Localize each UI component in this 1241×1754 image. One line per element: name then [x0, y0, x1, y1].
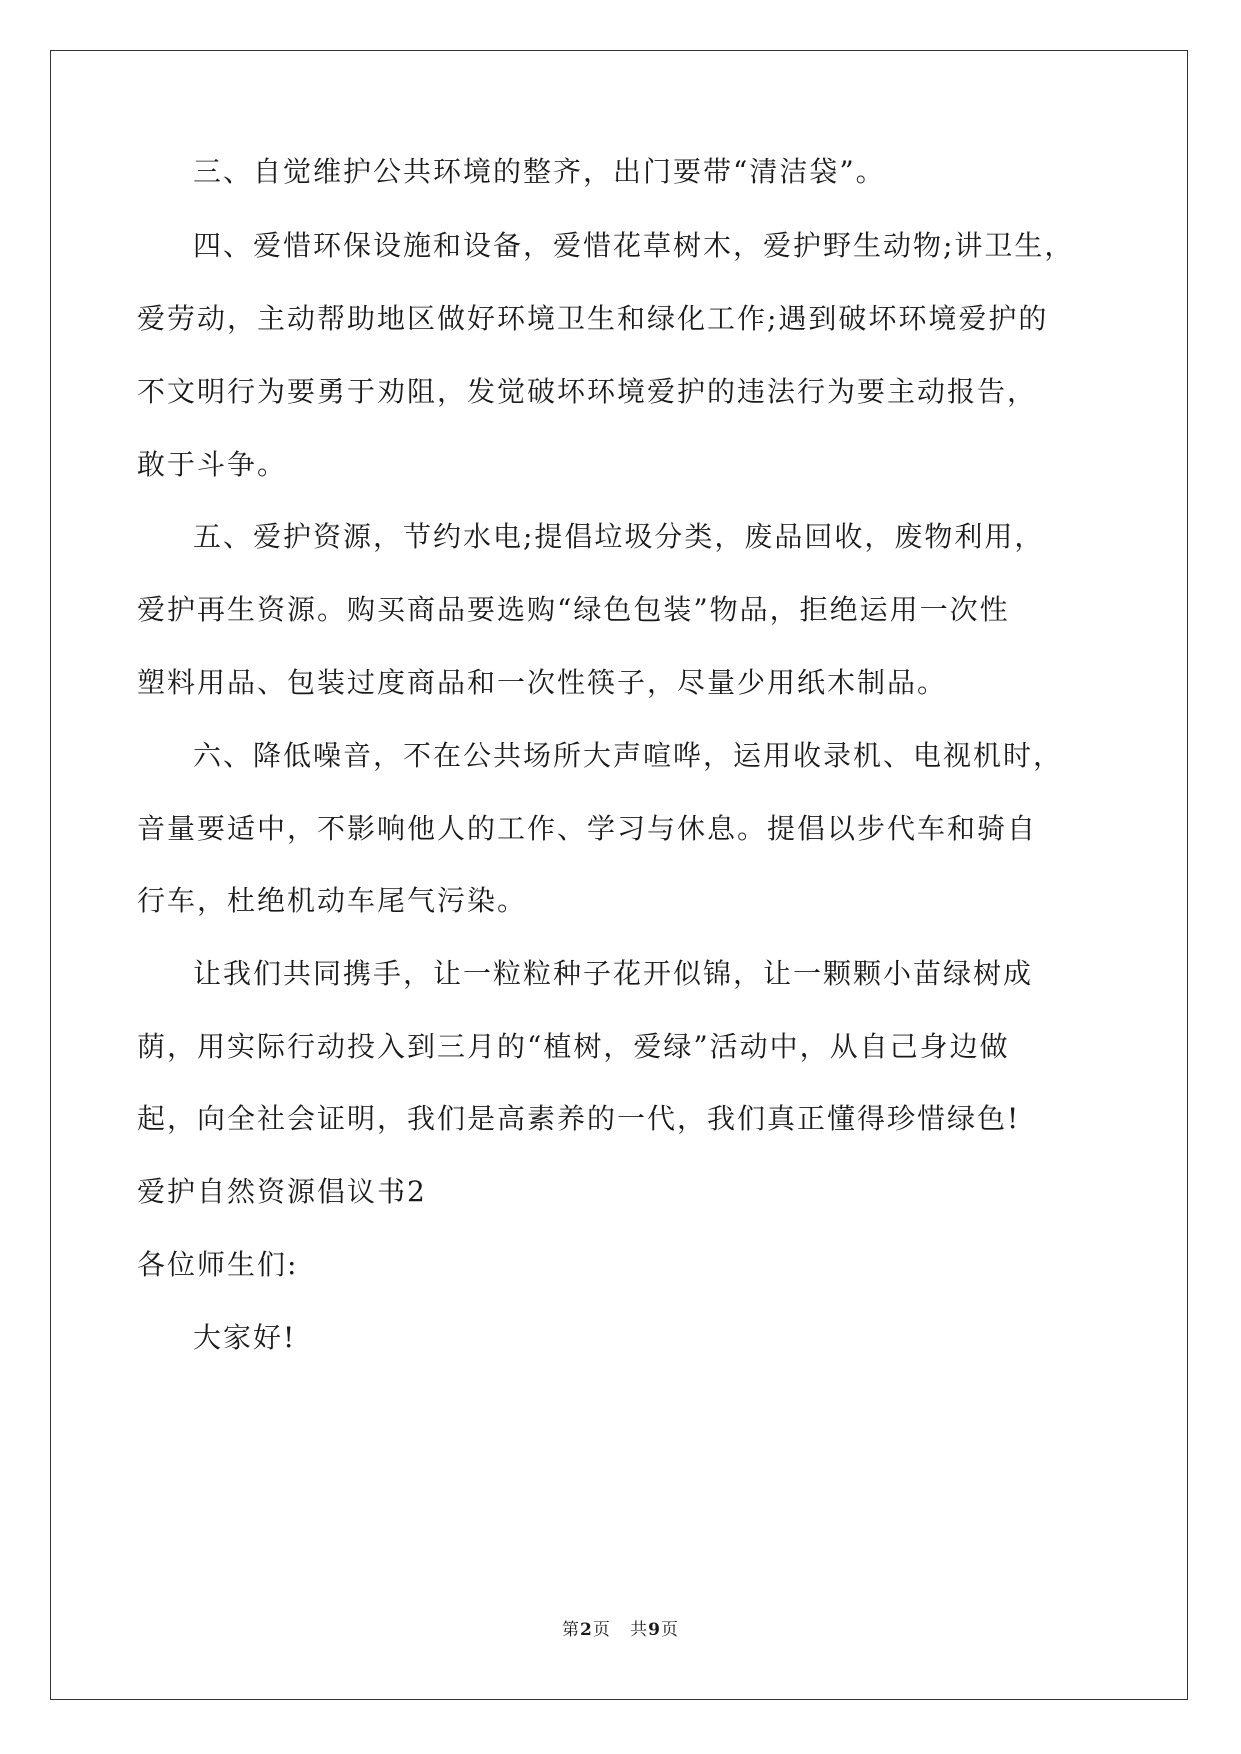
page-border [50, 50, 1188, 1700]
paragraph-line: 让我们共同携手，让一粒粒种子花开似锦，让一颗颗小苗绿树成 [193, 957, 1034, 990]
paragraph-line: 塑料用品、包装过度商品和一次性筷子，尽量少用纸木制品。 [137, 666, 948, 699]
section-title: 爱护自然资源倡议书2 [137, 1175, 427, 1208]
greeting: 大家好! [193, 1321, 297, 1354]
paragraph-line: 不文明行为要勇于劝阻，发觉破坏环境爱护的违法行为要主动报告， [137, 375, 1038, 408]
total-pages-number: 9 [648, 1620, 661, 1640]
paragraph-line: 音量要适中，不影响他人的工作、学习与休息。提倡以步代车和骑自 [137, 812, 1038, 845]
paragraph-line: 爱劳动，主动帮助地区做好环境卫生和绿化工作;遇到破坏环境爱护的 [137, 302, 1049, 335]
paragraph-line: 五、爱护资源，节约水电;提倡垃圾分类，废品回收，废物利用， [193, 520, 1045, 553]
paragraph-line: 爱护再生资源。购买商品要选购“绿色包装”物品，拒绝运用一次性 [137, 593, 1010, 626]
paragraph-line: 三、自觉维护公共环境的整齐，出门要带“清洁袋”。 [193, 155, 886, 188]
salutation: 各位师生们: [137, 1248, 299, 1281]
current-page-number: 2 [580, 1620, 593, 1640]
page-footer [0, 1618, 1241, 1642]
paragraph-line: 荫，用实际行动投入到三月的“植树，爱绿”活动中，从自己身边做 [137, 1030, 1010, 1063]
paragraph-line: 六、降低噪音，不在公共场所大声喧哗，运用收录机、电视机时， [193, 739, 1064, 772]
paragraph-line: 行车，杜绝机动车尾气污染。 [137, 884, 528, 917]
paragraph-line: 敢于斗争。 [137, 448, 288, 481]
footer-prefix: 第 [562, 1620, 581, 1640]
paragraph-line: 起，向全社会证明，我们是高素养的一代，我们真正懂得珍惜绿色! [137, 1102, 1021, 1135]
footer-middle: 页 共 [592, 1620, 649, 1640]
footer-suffix: 页 [660, 1620, 679, 1640]
paragraph-line: 四、爱惜环保设施和设备，爱惜花草树木，爱护野生动物;讲卫生， [193, 229, 1075, 262]
